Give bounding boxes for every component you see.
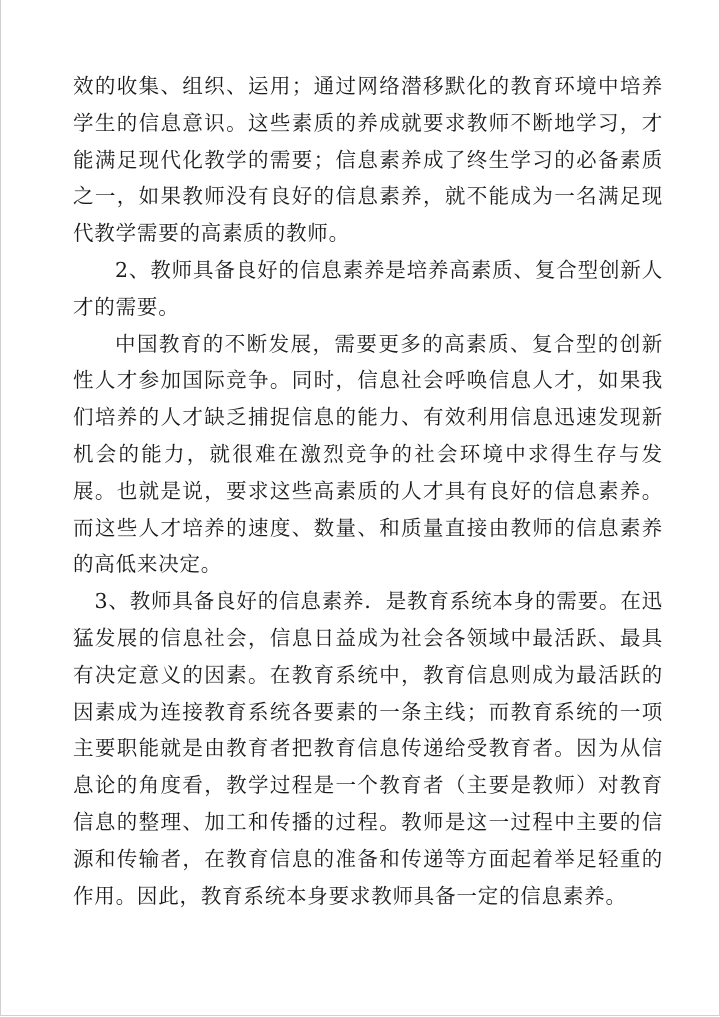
paragraph-continuation: 效的收集、组织、运用；通过网络潜移默化的教育环境中培养学生的信息意识。这些素质的养成就要求教师不断地学习，才能满足现代化教学的需要；信息素养成了终生学习的必备素质之一，如果教师没有良好的信息素养，就不能成为一名满足现代教学需要的高素质的教师。 bbox=[73, 74, 663, 246]
section-heading-3: 3、教师具备良好的信息素养．是教育系统本身的需要。在迅猛发展的信息社会，信息日益成为社会各领域中最活跃、最具有决定意义的因素。在教育系统中，教育信息则成为最活跃的因素成为连接教育系统各要素的一条主线；而教育系统的一项主要职能就是由教育者把教育信息传递给受教育者。因为从信息论的角度看，教学过程是一个教育者（主要是教师）对教育信息的整理、加工和传播的过程。教师是这一过程中主要的信源和传输者，在教育信息的准备和传递等方面起着举足轻重的作用。因此，教育系统本身要求教师具备一定的信息素养。 bbox=[73, 589, 663, 908]
section-heading-2: 2、教师具备良好的信息素养是培养高素质、复合型创新人才的需要。 bbox=[73, 257, 663, 319]
document-body bbox=[73, 68, 663, 914]
paragraph-innovation-talent: 中国教育的不断发展，需要更多的高素质、复合型的创新性人才参加国际竞争。同时，信息社会呼唤信息人才，如果我们培养的人才缺乏捕捉信息的能力、有效利用信息迅速发现新机会的能力，就很难在激烈竞争的社会环境中求得生存与发展。也就是说，要求这些高素质的人才具有良好的信息素养。而这些人才培养的速度、数量、和质量直接由教师的信息素养的高低来决定。 bbox=[73, 331, 663, 577]
